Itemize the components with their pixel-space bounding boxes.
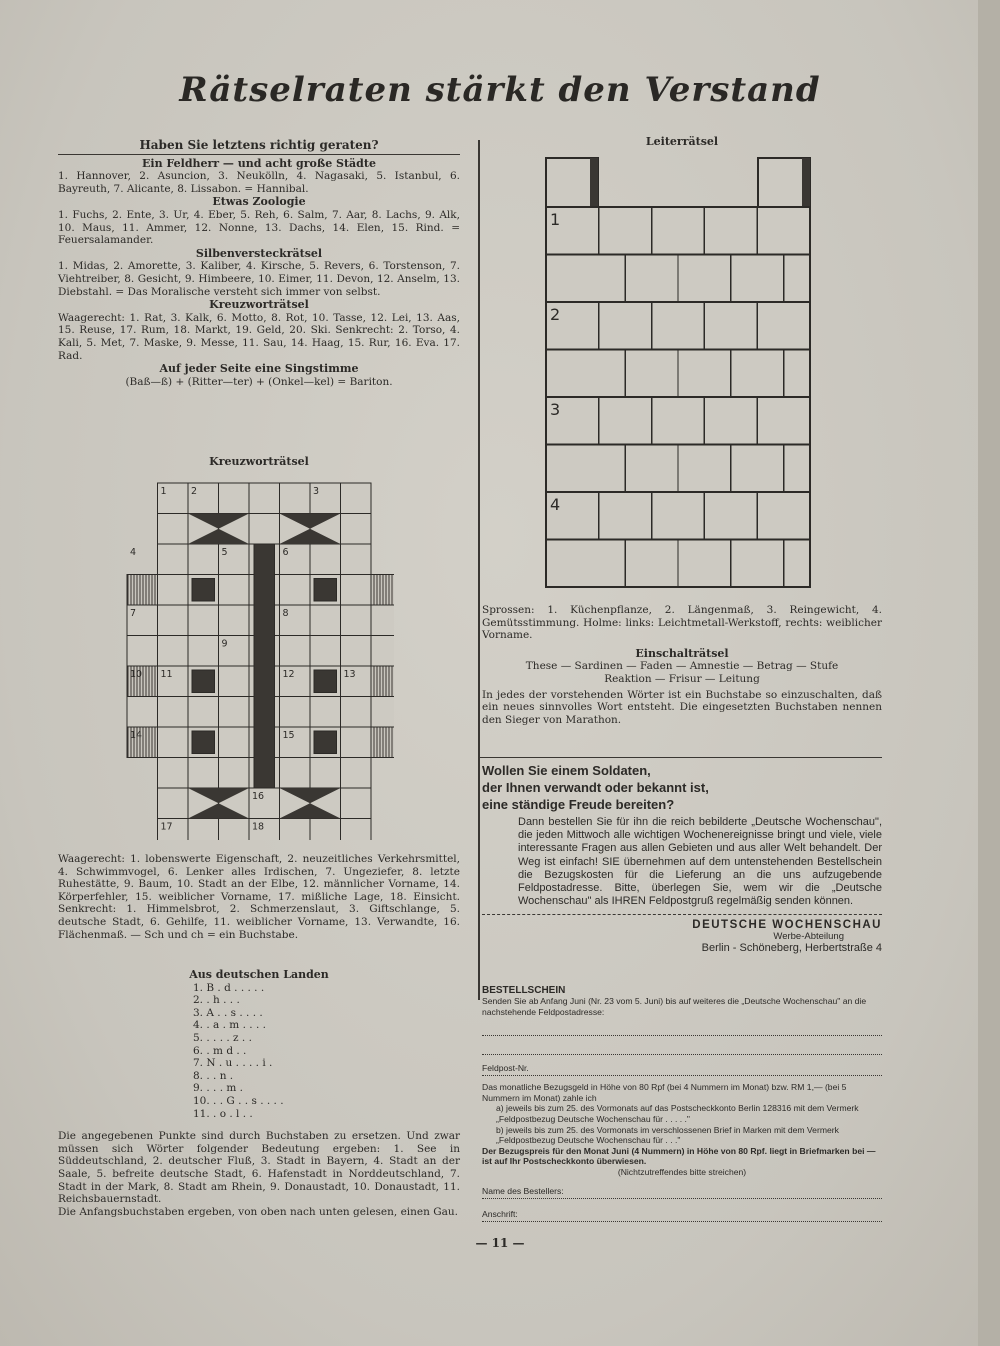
- crossword-number: 2: [191, 486, 198, 497]
- crossword-hatched-cell: [371, 666, 394, 697]
- crossword-cell: [341, 758, 372, 789]
- crossword-number: 5: [221, 547, 228, 558]
- crossword-number: 17: [160, 821, 173, 833]
- form-title: BESTELLSCHEIN: [482, 985, 566, 996]
- crossword-number: 12: [282, 669, 295, 680]
- answers-sec5-title: Auf jeder Seite eine Singstimme: [159, 362, 359, 376]
- crossword-black-square: [192, 731, 215, 754]
- crossword-cell: [219, 666, 250, 697]
- crossword-cell: [219, 605, 250, 636]
- ladder-number: 2: [550, 305, 561, 324]
- answers-sec3-text: 1. Midas, 2. Amorette, 3. Kaliber, 4. Kirsche, 5. Revers, 6. Torstenson, 7. Viehtreiber, 8. Gesicht, 9. Himbeere, 10. Eimer, 11. Devon, 12. Anselm, 13. Diebstahl. = Das Moralische versteht sich immer von selbst.: [58, 260, 460, 298]
- crossword-cell: [341, 697, 372, 728]
- ladder-rung: [546, 302, 810, 350]
- name-field[interactable]: [482, 1186, 882, 1199]
- answers-heading: Haben Sie letztens richtig geraten?: [139, 138, 379, 152]
- insert-title: Einschalträtsel: [635, 646, 729, 660]
- feldpost-field[interactable]: [482, 1063, 882, 1076]
- crossword-cell: [158, 727, 189, 758]
- order-form: [482, 985, 882, 1222]
- advertisement: [482, 762, 882, 954]
- crossword-cell: [310, 697, 341, 728]
- ladder-number: 3: [550, 400, 561, 419]
- lands-row: 8. . . n .: [193, 1069, 234, 1082]
- crossword-cell: [127, 697, 158, 728]
- crossword-cell: [280, 819, 311, 841]
- ad-headline-1: Wollen Sie einem Soldaten,: [482, 763, 651, 778]
- answers-sec5-text: (Baß—ß) + (Ritter—ter) + (Onkel—kel) = Bariton.: [125, 375, 393, 388]
- crossword-black-square: [314, 731, 337, 754]
- lands-row: 7. N . u . . . . i .: [193, 1057, 273, 1070]
- crossword-number: 7: [130, 608, 137, 619]
- lands-row: 1. B . d . . . . .: [193, 981, 265, 994]
- crossword-cell: [158, 544, 189, 575]
- ad-company: DEUTSCHE WOCHENSCHAU: [692, 919, 882, 932]
- ladder-rung: [546, 207, 810, 255]
- crossword-cell: [219, 819, 250, 841]
- lands-row: 3. A . . s . . . .: [193, 1006, 263, 1019]
- option-b: b) jeweils bis zum 25. des Vormonats im verschlossenen Brief in Marken mit dem Vermerk „Feldpostbezug Deutsche Wochenschau für . . .": [496, 1124, 839, 1146]
- crossword-cell: [158, 605, 189, 636]
- crossword-number: 3: [313, 486, 320, 497]
- crossword-number: 18: [252, 821, 265, 833]
- ad-address: Berlin - Schöneberg, Herbertstraße 4: [701, 942, 882, 955]
- crossword-cell: [188, 758, 219, 789]
- lands-row: 10. . . G . . s . . . .: [193, 1094, 284, 1107]
- page-title: Rätselraten stärkt den Verstand: [179, 70, 821, 110]
- lands-text: Die angegebenen Punkte sind durch Buchstaben zu ersetzen. Und zwar müssen sich Wörter folgender Bedeutung ergeben: 1. See in Süddeutschland, 2. deutscher Fluß, 3. Stadt in Bayern, 4. Stadt an der Saale, 5. befreite deutsche Stadt, 6. Hafenstadt in Norddeutschland, 7. Stadt in der Mark, 8. Stadt am Rhein, 9. Donaustadt, 10. Donaustadt, 11. Reichsbauernstadt.: [58, 1130, 460, 1206]
- crossword-cell: [219, 483, 250, 514]
- crossword-cell: [341, 514, 372, 545]
- divider: [482, 914, 882, 915]
- crossword-cell: [280, 575, 311, 606]
- crossword-black-square: [314, 670, 337, 693]
- crossword-cell: [188, 544, 219, 575]
- crossword-cell: [280, 483, 311, 514]
- crossword-cell: [158, 788, 189, 819]
- crossword-number: 15: [282, 730, 295, 741]
- june-note: Der Bezugspreis für den Monat Juni (4 Nummern) in Höhe von 80 Rpf. liegt in Briefmarken bei — ist auf Ihr Postscheckkonto überwiesen.: [482, 1145, 876, 1167]
- answers-sec2-title: Etwas Zoologie: [212, 195, 306, 209]
- crossword-cell: [310, 605, 341, 636]
- insert-line1: These — Sardinen — Faden — Amnestie — Betrag — Stufe: [525, 660, 839, 673]
- crossword-number: 9: [221, 638, 228, 650]
- crossword-cell: [188, 819, 219, 841]
- page-edge: [978, 0, 1000, 1346]
- crossword-cell: [219, 758, 250, 789]
- lands-title: Aus deutschen Landen: [189, 968, 329, 981]
- ladder-number: 4: [550, 495, 561, 514]
- crossword-grid: [124, 480, 394, 840]
- lands-rows: [193, 982, 460, 1121]
- crossword-cell: [280, 636, 311, 667]
- crossword-hatched-cell: [127, 575, 158, 606]
- crossword-black-square: [192, 670, 215, 693]
- name-label: Name des Bestellers:: [482, 1185, 564, 1196]
- crossword-cell: [280, 758, 311, 789]
- lands-row: 6. . m d . .: [193, 1044, 247, 1057]
- page-number: — 11 —: [475, 1236, 525, 1250]
- crossword-cell: [280, 697, 311, 728]
- ad-body: Dann bestellen Sie für ihn die reich bebilderte „Deutsche Wochenschau", die jeden Mittwoch alle wichtigen Wochenereignisse bringt und viele, viele interessante Fragen aus allen Gebieten und aus aller Welt behandelt. Der Weg ist einfach! SIE übernehmen auf dem untenstehenden Bestellschein die Bezugskosten für die Lieferung an die uns aufzugebende Feldpostadresse. Bitte, überlegen Sie, wem wir die „Deutsche Wochenschau" als IHREN Feldpostgruß regelmäßig senden können.: [518, 816, 882, 908]
- option-a: a) jeweils bis zum 25. des Vormonats auf das Postscheckkonto Berlin 128316 mit dem Vermerk „Feldpostbezug Deutsche Wochenschau für . . . . .": [496, 1103, 859, 1124]
- crossword-number: 8: [282, 608, 289, 619]
- divider: [58, 154, 460, 155]
- crossword-cell: [249, 514, 280, 545]
- crossword-cell: [188, 605, 219, 636]
- crossword-cell: [158, 758, 189, 789]
- crossword-cell: [158, 636, 189, 667]
- crossword-cell: [341, 575, 372, 606]
- ladder-text: Sprossen: 1. Küchenpflanze, 2. Längenmaß, 3. Reingewicht, 4. Gemütsstimmung. Holme: links: Leichtmetall-Werkstoff, rechts: weiblicher Vorname.: [482, 604, 882, 642]
- crossword-cell: [310, 819, 341, 841]
- ladder-rung: [546, 397, 810, 445]
- ladder-grid: [540, 152, 830, 602]
- crossword-cell: [371, 636, 394, 667]
- feldpost-label: Feldpost-Nr.: [482, 1063, 529, 1074]
- crossword-number: 6: [282, 547, 289, 558]
- crossword-cell: [188, 697, 219, 728]
- crossword-cell: [310, 544, 341, 575]
- crossword-cell: [341, 544, 372, 575]
- insert-line2: Reaktion — Frisur — Leitung: [604, 672, 760, 685]
- insert-text: In jedes der vorstehenden Wörter ist ein Buchstabe so einzuschalten, daß ein neues sinnvolles Wort entsteht. Die eingesetzten Buchstaben nennen den Sieger von Marathon.: [482, 688, 882, 726]
- crossword-cell: [219, 575, 250, 606]
- answers-sec4-title: Kreuzworträtsel: [209, 298, 309, 312]
- answers-section: [58, 138, 460, 388]
- ad-headline-3: eine ständige Freude bereiten?: [482, 797, 675, 812]
- crossword-hatched-cell: [371, 727, 394, 758]
- crossword-cell: [158, 697, 189, 728]
- ad-dept: Werbe-Abteilung: [773, 931, 844, 943]
- crossword-black-square: [192, 579, 215, 602]
- address-line[interactable]: [482, 1017, 882, 1036]
- strike-note: (Nichtzutreffendes bitte streichen): [617, 1166, 747, 1177]
- fee-text: Das monatliche Bezugsgeld in Höhe von 80 Rpf (bei 4 Nummern im Monat) bzw. RM 1,— (bei 5 Nummern im Monat) zahle ich: [482, 1082, 847, 1103]
- crossword-number: 16: [252, 791, 265, 802]
- crossword-black-bar: [254, 544, 275, 788]
- crossword-number: 10: [130, 669, 143, 680]
- answers-sec1-text: 1. Hannover, 2. Asuncion, 3. Neukölln, 4. Nagasaki, 5. Istanbul, 6. Bayreuth, 7. Alicante, 8. Lissabon. = Hannibal.: [58, 170, 460, 195]
- crossword-title: Kreuzworträtsel: [209, 455, 309, 468]
- crossword-cell: [341, 819, 372, 841]
- crossword-number: 1: [160, 486, 167, 497]
- lands-row: 9. . . . m .: [193, 1082, 244, 1095]
- crossword-cell: [341, 605, 372, 636]
- crossword-cell: [249, 483, 280, 514]
- crossword-number: 14: [130, 730, 143, 741]
- crossword-hatched-cell: [371, 575, 394, 606]
- lands-section: [58, 968, 460, 1218]
- answers-sec2-text: 1. Fuchs, 2. Ente, 3. Ur, 4. Eber, 5. Reh, 6. Salm, 7. Aar, 8. Lachs, 9. Alk, 10. Maus, 11. Ammer, 12. Nonne, 13. Dachs, 14. Elen, 15. Rind. = Feuersalamander.: [58, 208, 460, 247]
- lands-text2: Die Anfangsbuchstaben ergeben, von oben nach unten gelesen, einen Gau.: [58, 1205, 458, 1218]
- crossword-cell: [341, 727, 372, 758]
- crossword-cell: [310, 636, 341, 667]
- ladder-text-block: [482, 604, 882, 726]
- address-line[interactable]: [482, 1036, 882, 1055]
- address-field[interactable]: [482, 1209, 882, 1222]
- crossword-black-square: [314, 579, 337, 602]
- crossword-number: 13: [343, 669, 356, 680]
- crossword-number: 11: [160, 669, 173, 680]
- crossword-cell: [341, 636, 372, 667]
- lands-row: 2. . h . . .: [193, 994, 240, 1007]
- crossword-cell: [158, 575, 189, 606]
- crossword-cell: [158, 514, 189, 545]
- crossword-number: 4: [130, 547, 137, 558]
- ad-headline-2: der Ihnen verwandt oder bekannt ist,: [482, 780, 709, 795]
- ladder-rung: [546, 492, 810, 540]
- lands-row: 4. . a . m . . . .: [193, 1019, 266, 1032]
- crossword-cell: [127, 636, 158, 667]
- crossword-cell: [341, 788, 372, 819]
- crossword-cell: [219, 727, 250, 758]
- divider: [480, 757, 882, 758]
- crossword-cell: [219, 697, 250, 728]
- address-label: Anschrift:: [482, 1208, 518, 1219]
- ladder-title: Leiterrätsel: [645, 135, 719, 148]
- crossword-cell: [310, 758, 341, 789]
- crossword-clues-text: Waagerecht: 1. lobenswerte Eigenschaft, 2. neuzeitliches Verkehrsmittel, 4. Schwimmvogel, 6. Lenker alles Irdischen, 7. Ungeziefer, 8. letzte Ruhestätte, 9. Baum, 10. Stadt an der Elbe, 12. männlicher Vorname, 14. Körperfehler, 15. weiblicher Vorname, 17. mißliche Lage, 18. Einsicht. Senkrecht: 1. Himmelsbrot, 2. Schmerzenslaut, 3. Giftschlange, 5. deutsche Stadt, 6. Gehilfe, 11. weiblicher Vorname, 13. Verwandte, 16. Flächenmaß. — Sch und ch = ein Buchstabe.: [58, 853, 460, 941]
- crossword-cell: [371, 605, 394, 636]
- crossword-clues: [58, 853, 460, 941]
- crossword-cell: [371, 697, 394, 728]
- ladder-number: 1: [550, 210, 561, 229]
- lands-row: 11. . o . l . .: [193, 1107, 253, 1120]
- form-text: Senden Sie ab Anfang Juni (Nr. 23 vom 5. Juni) bis auf weiteres die „Deutsche Wochenschau" an die nachstehende Feldpostadresse:: [482, 996, 867, 1017]
- answers-sec3-title: Silbenversteckrätsel: [195, 246, 323, 260]
- crossword-cell: [188, 636, 219, 667]
- column-divider: [478, 140, 480, 1000]
- answers-sec1-title: Ein Feldherr — und acht große Städte: [142, 156, 376, 170]
- lands-row: 5. . . . . z . .: [193, 1031, 252, 1044]
- crossword-cell: [341, 483, 372, 514]
- answers-sec4-text: Waagerecht: 1. Rat, 3. Kalk, 6. Motto, 8. Rot, 10. Tasse, 12. Lei, 13. Aas, 15. Reuse, 17. Rum, 18. Markt, 19. Geld, 20. Ski. Senkrecht: 2. Torso, 4. Kali, 5. Met, 7. Maske, 9. Messe, 11. Sau, 14. Haag, 15. Rur, 16. Eva. 17. Rad.: [58, 311, 460, 362]
